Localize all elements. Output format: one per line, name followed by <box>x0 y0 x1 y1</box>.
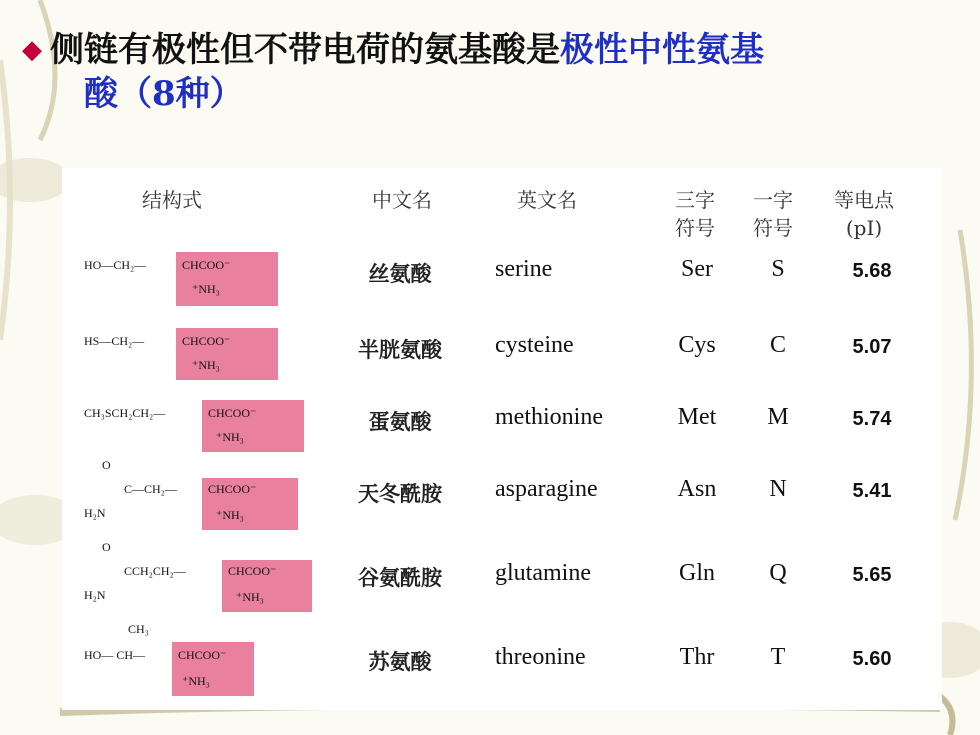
isoelectric-point: 5.41 <box>852 480 892 502</box>
structure-core: CHCOO⁻ <box>208 406 257 420</box>
structure-oxygen: O <box>102 540 111 554</box>
name-en: methionine <box>495 404 603 430</box>
structure-core: CHCOO⁻ <box>182 334 231 348</box>
isoelectric-point: 5.65 <box>852 564 892 586</box>
structure-threonine <box>82 622 282 702</box>
name-en: asparagine <box>495 476 598 502</box>
amino-acid-table <box>62 168 942 710</box>
name-cn: 天冬酰胺 <box>358 481 442 506</box>
structure-prefix: HS—CH₂— <box>84 334 145 348</box>
structure-serine <box>82 252 282 308</box>
header-three-line2: 符号 <box>675 216 715 240</box>
one-letter-code: Q <box>769 560 787 586</box>
structure-prefix: C—CH₂— <box>124 482 177 496</box>
header-one-line2: 符号 <box>753 216 793 240</box>
structure-methyl: CH₃ <box>128 622 149 636</box>
header-pi <box>814 186 914 242</box>
name-cn: 蛋氨酸 <box>368 409 432 434</box>
structure-prefix: CCH₂CH₂— <box>124 564 186 578</box>
structure-prefix: HO— CH— <box>84 648 146 662</box>
structure-amide: H₂N <box>84 588 106 602</box>
structure-amine: ⁺NH₃ <box>182 674 210 688</box>
isoelectric-point: 5.74 <box>852 408 892 430</box>
structure-amide: H₂N <box>84 506 106 520</box>
header-pi-line1: 等电点 <box>834 188 894 212</box>
three-letter-code: Asn <box>677 476 717 502</box>
name-en: threonine <box>495 644 586 670</box>
name-cn: 丝氨酸 <box>368 261 432 286</box>
title-line2: 酸（8种） <box>84 74 244 114</box>
name-en: cysteine <box>495 332 574 358</box>
structure-core: CHCOO⁻ <box>228 564 277 578</box>
structure-amine: ⁺NH₃ <box>216 508 244 522</box>
one-letter-code: T <box>770 644 786 670</box>
slide-title <box>22 28 922 116</box>
three-letter-code: Met <box>677 404 717 430</box>
header-cn: 中文名 <box>372 188 432 212</box>
three-letter-code: Gln <box>679 560 715 586</box>
one-letter-code: M <box>767 404 789 430</box>
structure-prefix: HO—CH₂— <box>84 258 147 272</box>
one-letter-code: S <box>771 256 785 282</box>
structure-glutamine <box>82 540 322 614</box>
header-en: 英文名 <box>517 188 577 212</box>
header-one <box>738 186 808 242</box>
diamond-bullet-icon: ◆ <box>22 35 42 65</box>
structure-amine: ⁺NH₃ <box>192 282 220 296</box>
structure-amine: ⁺NH₃ <box>236 590 264 604</box>
structure-oxygen: O <box>102 458 111 472</box>
title-highlight: 极性中性氨基 <box>560 30 764 70</box>
name-en: glutamine <box>495 560 591 586</box>
three-letter-code: Thr <box>679 644 715 670</box>
isoelectric-point: 5.68 <box>852 260 892 282</box>
structure-prefix: CH₃SCH₂CH₂— <box>84 406 166 420</box>
isoelectric-point: 5.60 <box>852 648 892 670</box>
structure-methionine <box>82 400 292 456</box>
name-cn: 谷氨酰胺 <box>358 565 442 590</box>
header-pi-line2: (pI) <box>845 216 883 240</box>
header-three <box>660 186 730 242</box>
title-prefix: 侧链有极性但不带电荷的氨基酸是 <box>50 30 560 70</box>
one-letter-code: C <box>769 332 786 358</box>
structure-core: CHCOO⁻ <box>182 258 231 272</box>
three-letter-code: Cys <box>678 332 716 358</box>
name-cn: 半胱氨酸 <box>358 337 442 362</box>
structure-amine: ⁺NH₃ <box>192 358 220 372</box>
three-letter-code: Ser <box>681 256 713 282</box>
name-en: serine <box>495 256 553 282</box>
structure-cysteine <box>82 328 282 384</box>
header-structure: 结构式 <box>142 188 202 212</box>
header-one-line1: 一字 <box>753 188 793 212</box>
structure-core: CHCOO⁻ <box>208 482 257 496</box>
structure-core: CHCOO⁻ <box>178 648 227 662</box>
structure-amine: ⁺NH₃ <box>216 430 244 444</box>
name-cn: 苏氨酸 <box>368 649 432 674</box>
structure-asparagine <box>82 458 302 532</box>
header-three-line1: 三字 <box>675 188 715 212</box>
one-letter-code: N <box>769 476 787 502</box>
isoelectric-point: 5.07 <box>852 336 892 358</box>
